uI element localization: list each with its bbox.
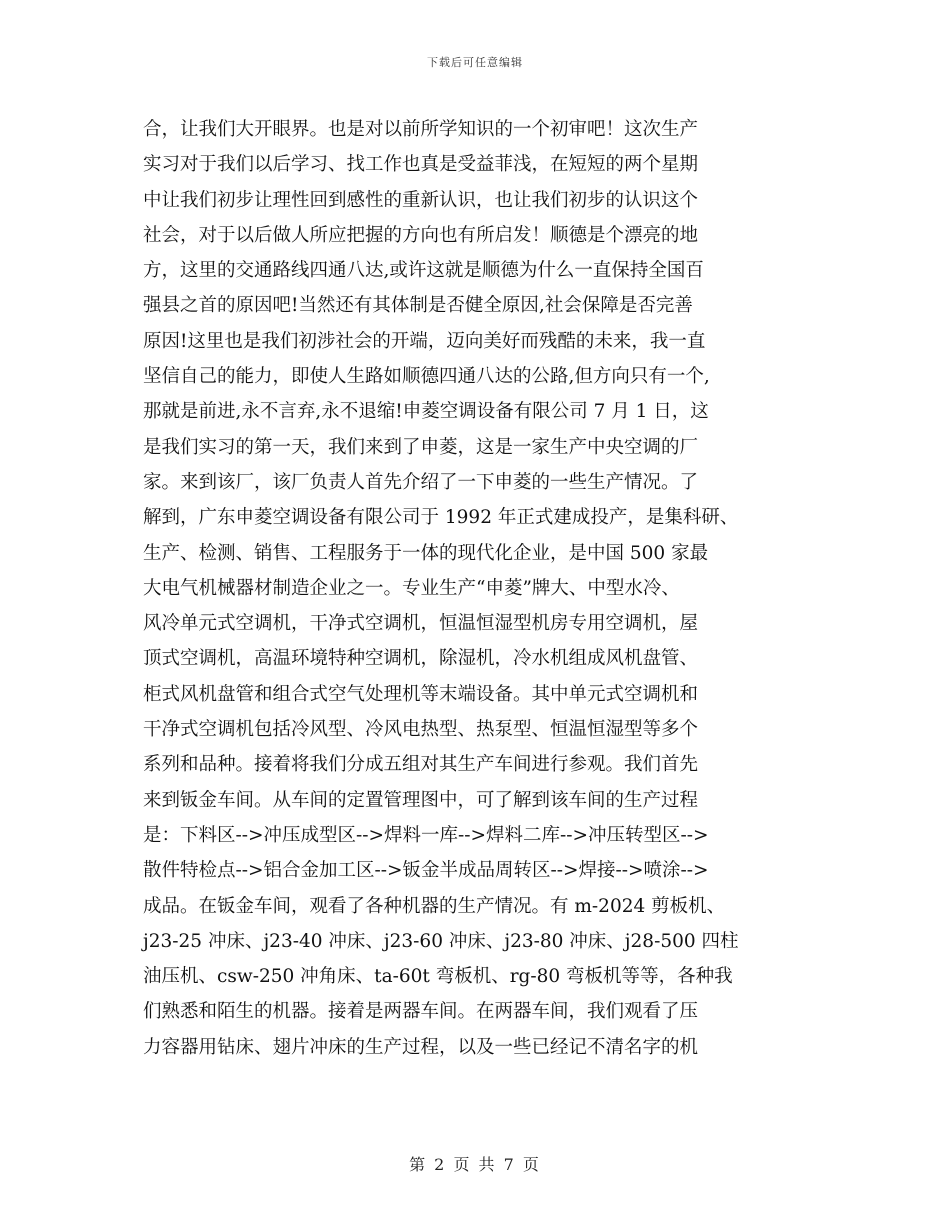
text-line: 风冷单元式空调机，干净式空调机，恒温恒湿型机房专用空调机，屋: [143, 613, 699, 635]
text-line: 顶式空调机，高温环境特种空调机，除湿机，冷水机组成风机盘管、: [143, 648, 699, 670]
text-line: 原因!这里也是我们初涉社会的开端，迈向美好而残酷的未来，我一直: [143, 330, 706, 352]
text-line: 系列和品种。接着将我们分成五组对其生产车间进行参观。我们首先: [143, 754, 699, 776]
text-line: 是：下料区-->冲压成型区-->焊料一库-->焊料二库-->冲压转型区-->: [143, 824, 709, 846]
text-line: 们熟悉和陌生的机器。接着是两器车间。在两器车间，我们观看了压: [143, 1001, 699, 1023]
text-line: 强县之首的原因吧!当然还有其体制是否健全原因,社会保障是否完善: [143, 295, 693, 317]
text-line: 实习对于我们以后学习、找工作也真是受益菲浅，在短短的两个星期: [143, 154, 699, 176]
text-line: 来到钣金车间。从车间的定置管理图中，可了解到该车间的生产过程: [143, 789, 699, 811]
text-line: 大电气机械器材制造企业之一。专业生产“申菱”牌大、中型水冷、: [143, 577, 680, 599]
text-line: 合，让我们大开眼界。也是对以前所学知识的一个初审吧！这次生产: [143, 119, 699, 140]
text-line: 那就是前进,永不言弃,永不退缩!申菱空调设备有限公司 7 月 1 日，这: [143, 401, 709, 423]
text-line: 是我们实习的第一天，我们来到了申菱，这是一家生产中央空调的厂: [143, 436, 699, 458]
text-line: 成品。在钣金车间，观看了各种机器的生产情况。有 m-2024 剪板机、: [143, 895, 726, 917]
text-line: 油压机、csw-250 冲角床、ta-60t 弯板机、rg-80 弯板机等等，各种我: [143, 966, 733, 988]
page-header: 下载后可任意编辑: [427, 56, 523, 69]
text-line: 解到，广东申菱空调设备有限公司于 1992 年正式建成投产，是集科研、: [143, 507, 739, 529]
text-line: 家。来到该厂，该厂负责人首先介绍了一下申菱的一些生产情况。了: [143, 471, 699, 493]
text-line: 生产、检测、销售、工程服务于一体的现代化企业，是中国 500 家最: [143, 542, 709, 564]
text-line: j23-25 冲床、j23-40 冲床、j23-60 冲床、j23-80 冲床、j28-500 四柱: [143, 930, 739, 952]
text-line: 社会，对于以后做人所应把握的方向也有所启发！顺德是个漂亮的地: [143, 224, 699, 246]
text-line: 坚信自己的能力，即使人生路如顺德四通八达的公路,但方向只有一个,: [143, 366, 710, 388]
text-line: 柜式风机盘管和组合式空气处理机等末端设备。其中单元式空调机和: [143, 683, 699, 705]
text-line: 力容器用钻床、翅片冲床的生产过程，以及一些已经记不清名字的机: [143, 1036, 699, 1058]
text-line: 方，这里的交通路线四通八达,或许这就是顺德为什么一直保持全国百: [143, 260, 704, 282]
page-number: 第 2 页 共 7 页: [409, 1155, 541, 1174]
text-line: 干净式空调机包括冷风型、冷风电热型、热泵型、恒温恒湿型等多个: [143, 719, 699, 741]
text-line: 中让我们初步让理性回到感性的重新认识，也让我们初步的认识这个: [143, 189, 699, 211]
text-line: 散件特检点-->铝合金加工区-->钣金半成品周转区-->焊接-->喷涂-->: [143, 860, 709, 882]
body-text: [143, 112, 813, 1065]
